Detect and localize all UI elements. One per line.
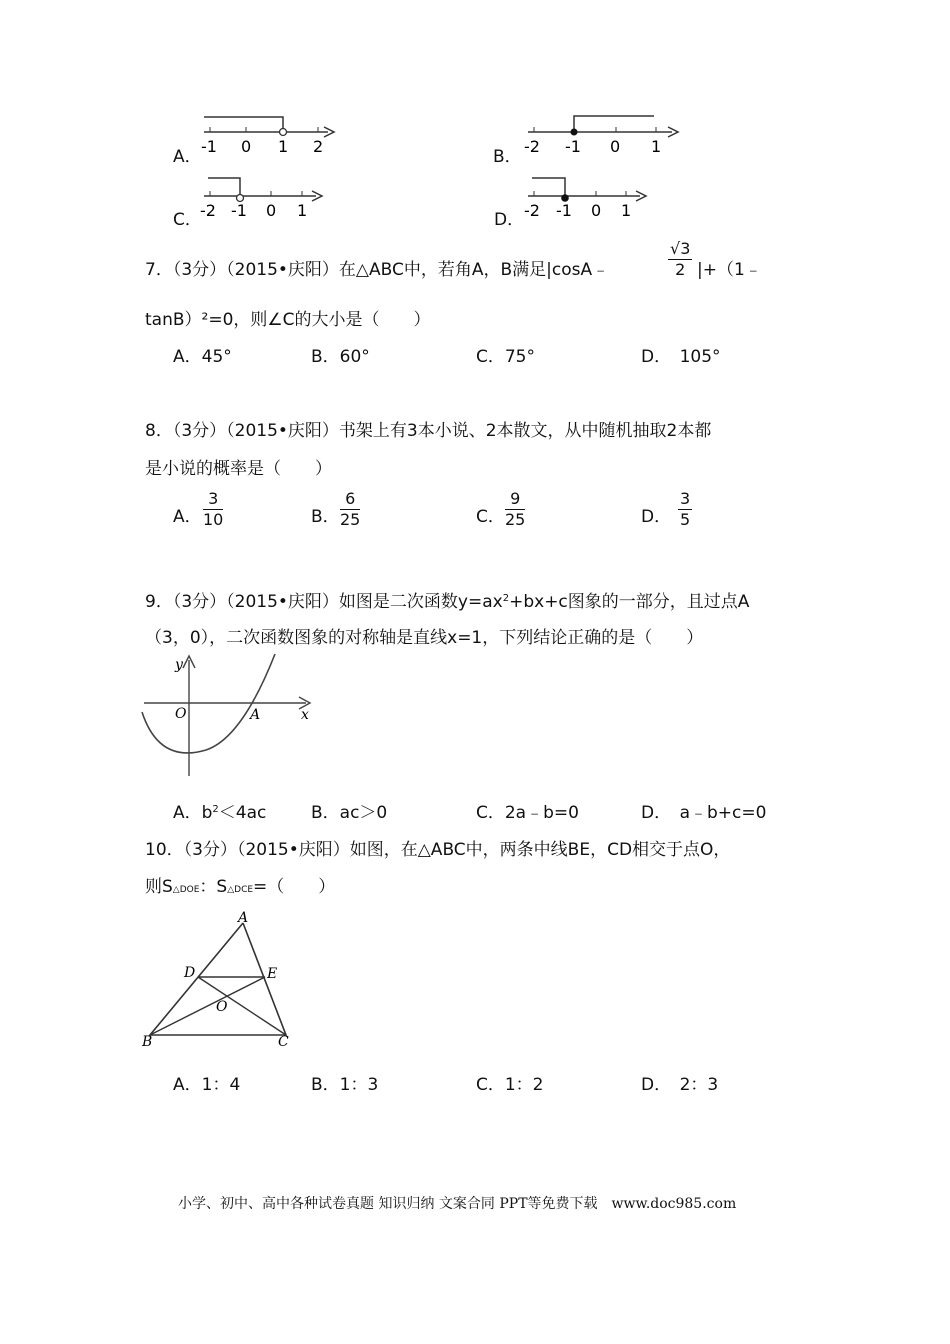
q9-stem-line2: （3，0），二次函数图象的对称轴是直线x=1，下列结论正确的是（ ） <box>145 628 704 648</box>
page-footer: 小学、初中、高中各种试卷真题 知识归纳 文案合同 PPT等免费下载 www.doc985.com <box>178 1196 737 1212</box>
q6-b-tick-4: 1 <box>651 137 662 156</box>
q7-frac-num: √3 <box>670 239 691 258</box>
q8-stem-line2: 是小说的概率是（ ） <box>145 459 332 479</box>
q10-triangle-figure <box>138 905 298 1053</box>
q8-option-d-fraction <box>678 491 692 528</box>
q10-s1: 则S <box>145 877 173 897</box>
q6-d-tick-1: -2 <box>524 201 540 219</box>
q9-parabola-graph <box>140 652 320 780</box>
q8-option-a-fraction <box>203 491 223 528</box>
q7-frac-den: 2 <box>675 260 686 279</box>
q9-option-d: D． a﹣b+c=0 <box>641 803 767 823</box>
q6-c-tick-3: 0 <box>266 201 277 219</box>
q8-option-a-letter: A． <box>173 507 202 527</box>
q9-label-y: y <box>175 657 183 673</box>
q7-stem-part2: |+（1﹣ <box>697 260 762 280</box>
q9-label-a: A <box>250 707 261 723</box>
q9-option-c: C．2a﹣b=0 <box>476 803 579 823</box>
q10-stem-line1: 10．（3分）（2015•庆阳）如图，在△ABC中，两条中线BE，CD相交于点O， <box>145 840 731 860</box>
q6-a-tick-2: 0 <box>241 137 252 156</box>
q8-option-d-letter: D． <box>641 507 672 527</box>
q6-c-tick-4: 1 <box>297 201 308 219</box>
q9-stem-line1 <box>145 587 749 612</box>
q8-stem-line1: 8．（3分）（2015•庆阳）书架上有3本小说、2本散文，从中随机抽取2本都 <box>145 421 712 441</box>
q9-label-x: x <box>301 707 309 723</box>
q10-option-c: C．1：2 <box>476 1075 544 1095</box>
q10-label-o: O <box>216 999 228 1015</box>
q8-a-den: 10 <box>203 510 224 529</box>
q6-option-d-letter: D． <box>494 210 525 230</box>
q6-option-c-number-line <box>198 172 328 219</box>
q10-sub1: △DOE <box>172 885 200 895</box>
q7-option-a: A．45° <box>173 347 232 367</box>
q9-stem-b: +bx+c图象的一部分，且过点A <box>509 592 750 612</box>
q10-s3: =（ ） <box>253 877 336 897</box>
q6-d-tick-2: -1 <box>556 201 572 219</box>
q7-option-b: B．60° <box>311 347 370 367</box>
q10-label-d: D <box>184 965 196 981</box>
q10-sub2: △DCE <box>227 885 254 895</box>
q6-c-tick-1: -2 <box>200 201 216 219</box>
q10-option-d: D． 2：3 <box>641 1075 719 1095</box>
q10-label-c: C <box>278 1034 289 1050</box>
q8-a-num: 3 <box>203 491 223 510</box>
q9-a-sup: 2 <box>212 804 219 815</box>
q6-option-b-number-line <box>522 110 687 157</box>
q8-option-c-fraction <box>505 491 525 528</box>
q9-stem-sup: 2 <box>502 593 510 604</box>
q8-c-num: 9 <box>505 491 525 510</box>
q6-d-tick-3: 0 <box>591 201 602 219</box>
q8-b-num: 6 <box>340 491 360 510</box>
q8-option-c-letter: C． <box>476 507 505 527</box>
q8-option-b-letter: B． <box>311 507 340 527</box>
q6-b-tick-3: 0 <box>610 137 621 156</box>
q6-d-tick-4: 1 <box>621 201 632 219</box>
q6-a-tick-1: -1 <box>201 137 217 156</box>
q6-a-tick-4: 2 <box>313 137 324 156</box>
q10-option-b: B．1：3 <box>311 1075 379 1095</box>
q7-option-d: D． 105° <box>641 347 721 367</box>
q10-option-a: A．1：4 <box>173 1075 241 1095</box>
q6-option-d-number-line <box>522 172 652 219</box>
q6-c-tick-2: -1 <box>231 201 247 219</box>
q6-option-c-letter: C． <box>173 210 202 230</box>
q10-label-a: A <box>238 910 249 926</box>
q9-stem-a: 9．（3分）（2015•庆阳）如图是二次函数y=ax <box>145 592 503 612</box>
q7-option-c: C．75° <box>476 347 536 367</box>
q6-b-tick-2: -1 <box>565 137 581 156</box>
q9-option-a <box>173 798 266 823</box>
q7-stem-line2: tanB）²=0，则∠C的大小是（ ） <box>145 310 431 330</box>
q9-label-o: O <box>175 706 187 722</box>
q7-fraction <box>668 241 692 278</box>
q6-a-tick-3: 1 <box>278 137 289 156</box>
q9-a-text2: ＜4ac <box>218 803 267 823</box>
q10-label-e: E <box>267 966 278 982</box>
q8-b-den: 25 <box>340 510 361 529</box>
q7-stem-part1: 7．（3分）（2015•庆阳）在△ABC中，若角A，B满足|cosA﹣ <box>145 260 610 280</box>
q10-s2: ：S <box>199 877 228 897</box>
q9-option-b: B．ac＞0 <box>311 803 388 823</box>
q10-label-b: B <box>142 1034 153 1050</box>
q6-option-a-number-line <box>198 112 343 157</box>
q6-option-b-letter: B． <box>493 147 522 167</box>
q8-d-num: 3 <box>680 489 691 508</box>
q8-c-den: 25 <box>505 510 526 529</box>
q6-b-tick-1: -2 <box>524 137 540 156</box>
q9-a-text: A．b <box>173 803 213 823</box>
q10-stem-line2 <box>145 872 335 897</box>
q8-d-den: 5 <box>680 510 691 529</box>
q6-option-a-letter: A． <box>173 147 202 167</box>
q8-option-b-fraction <box>340 491 360 528</box>
